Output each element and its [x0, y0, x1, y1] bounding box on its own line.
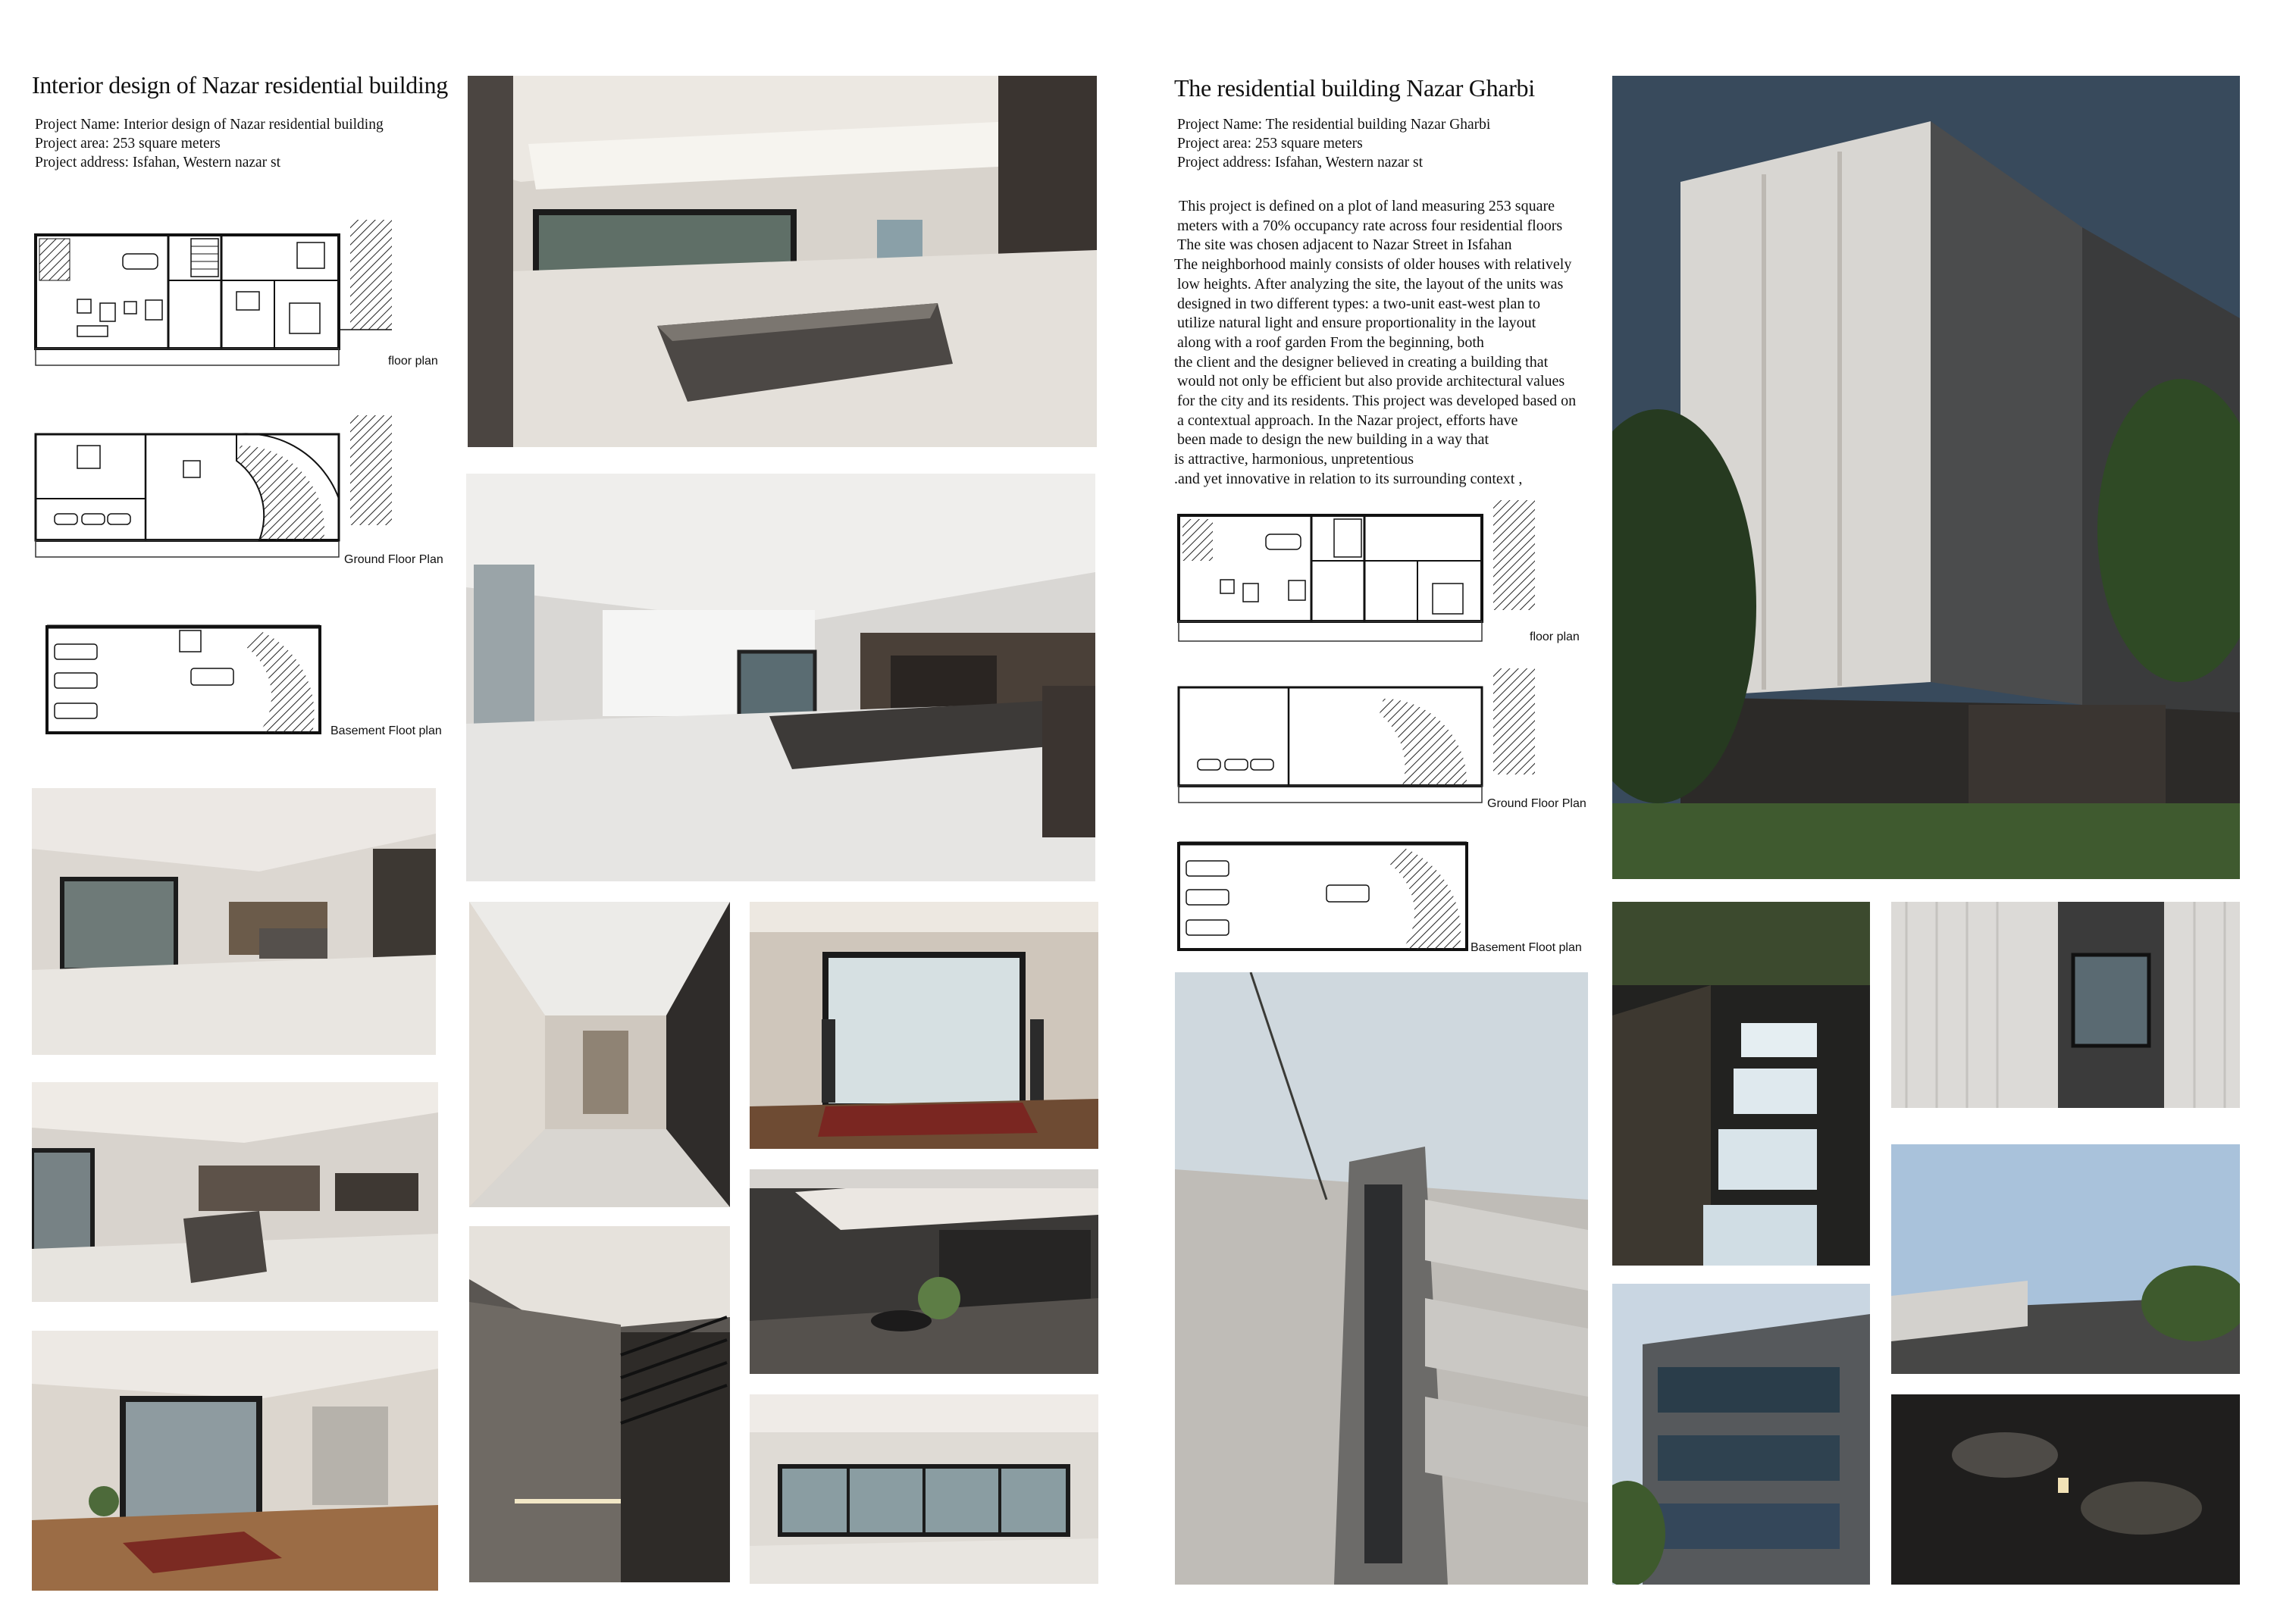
right-project-description	[1174, 197, 1606, 490]
exterior-photo-sky-view	[1891, 1144, 2240, 1374]
left-project-address: Project address: Isfahan, Western nazar st	[35, 155, 281, 171]
interior-photo-open-plan	[32, 788, 436, 1055]
left-ground-floor-plan	[32, 415, 441, 571]
interior-photo-residents-window	[750, 902, 1098, 1149]
left-ground-plan-drawing	[32, 415, 441, 571]
description-line: for the city and its residents. This project was developed based on	[1177, 393, 1577, 410]
description-line: This project is defined on a plot of land measuring 253 square	[1179, 198, 1555, 214]
interior-photo-staircase	[469, 1226, 730, 1582]
exterior-photo-upward-facade	[1175, 972, 1588, 1585]
left-project-info	[35, 115, 384, 172]
left-project-name: Project Name: Interior design of Nazar residential building	[35, 117, 384, 133]
right-basement-plan-label: Basement Floot plan	[1471, 941, 1582, 954]
right-ground-plan-label: Ground Floor Plan	[1487, 797, 1586, 810]
exterior-photo-facade-main	[1612, 76, 2240, 879]
description-line: the client and the designer believed in creating a building that	[1174, 353, 1549, 371]
right-project-info	[1177, 115, 1490, 172]
interior-photo-bedroom-rug	[32, 1331, 438, 1591]
description-line: The site was chosen adjacent to Nazar Street in Isfahan	[1177, 236, 1512, 254]
left-floor-plan-label: floor plan	[388, 355, 438, 368]
description-line: is attractive, harmonious, unpretentious	[1174, 451, 1414, 468]
interior-photo-living-area	[466, 474, 1095, 881]
exterior-photo-building-corner	[1612, 1284, 1870, 1585]
description-line: designed in two different types: a two-unit east-west plan to	[1177, 295, 1540, 312]
left-page-title: Interior design of Nazar residential building	[32, 71, 448, 99]
left-ground-plan-label: Ground Floor Plan	[344, 553, 443, 566]
right-project-area: Project area: 253 square meters	[1177, 136, 1363, 152]
interior-photo-corridor	[469, 902, 730, 1207]
left-floor-plan-drawing	[32, 220, 441, 371]
right-floor-plan	[1175, 500, 1584, 652]
exterior-photo-shadow-wall	[1891, 1394, 2240, 1585]
description-line: low heights. After analyzing the site, the layout of the units was	[1177, 275, 1564, 293]
exterior-photo-night-windows	[1612, 902, 1870, 1266]
right-basement-plan	[1175, 840, 1584, 961]
right-ground-floor-plan	[1175, 668, 1584, 812]
right-project-name: Project Name: The residential building Nazar Gharbi	[1177, 117, 1491, 133]
description-line: been made to design the new building in a way that	[1177, 431, 1489, 449]
exterior-photo-cladding-detail	[1891, 902, 2240, 1108]
interior-photo-window-wall	[750, 1394, 1098, 1584]
right-page-title: The residential building Nazar Gharbi	[1174, 74, 1535, 102]
description-line: .and yet innovative in relation to its surrounding context ,	[1174, 470, 1523, 487]
right-floor-plan-drawing	[1175, 500, 1584, 652]
left-floor-plan	[32, 220, 441, 371]
right-ground-plan-drawing	[1175, 668, 1584, 812]
description-line: a contextual approach. In the Nazar project, efforts have	[1177, 411, 1518, 429]
description-line: meters with a 70% occupancy rate across four residential floors	[1177, 217, 1563, 234]
right-floor-plan-label: floor plan	[1530, 631, 1580, 643]
description-line: along with a roof garden From the beginning, both	[1177, 333, 1484, 351]
description-line: The neighborhood mainly consists of older houses with relatively	[1174, 256, 1572, 274]
exterior-photo-courtyard-motorcycle	[750, 1169, 1098, 1374]
interior-photo-kitchen-view	[32, 1082, 438, 1302]
interior-photo-kitchen-island	[468, 76, 1097, 447]
left-project-area: Project area: 253 square meters	[35, 136, 221, 152]
description-line: utilize natural light and ensure proportionality in the layout	[1177, 314, 1536, 332]
left-basement-plan-label: Basement Floot plan	[330, 724, 442, 737]
left-basement-plan	[32, 623, 441, 744]
right-project-address: Project address: Isfahan, Western nazar st	[1177, 155, 1424, 171]
description-line: would not only be efficient but also provide architectural values	[1177, 373, 1565, 390]
